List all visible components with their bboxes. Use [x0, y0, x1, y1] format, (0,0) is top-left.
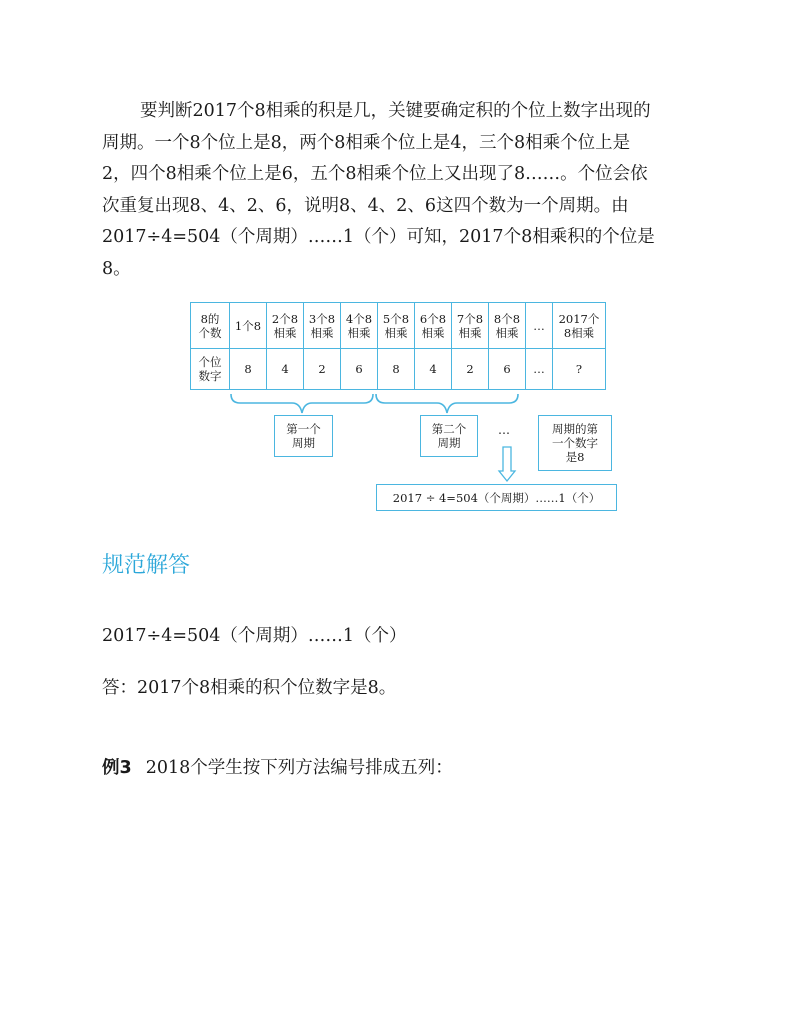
- table-cell: 4个8 相乘: [341, 303, 378, 349]
- explanation-line: 周期。一个8个位上是8，两个8相乘个位上是4，三个8相乘个位上是: [102, 132, 631, 153]
- explanation-line: 8。: [102, 258, 131, 279]
- section-heading: 规范解答: [102, 553, 191, 578]
- table-cell: 2: [452, 349, 489, 390]
- table-cell: 8: [230, 349, 267, 390]
- table-cell: 8个8 相乘: [489, 303, 526, 349]
- period-note-box: 周期的第 一个数字 是8: [538, 415, 612, 471]
- answer-calculation: 2017÷4=504（个周期）……1（个）: [102, 626, 407, 646]
- explanation-line: 要判断2017个8相乘的积是几，关键要确定积的个位上数字出现的: [140, 101, 651, 121]
- table-cell: 2个8 相乘: [267, 303, 304, 349]
- table-cell: 5个8 相乘: [378, 303, 415, 349]
- table-cell: 4: [267, 349, 304, 390]
- table-cell: 6: [341, 349, 378, 390]
- table-header-cell: 个位 数字: [191, 349, 230, 390]
- second-period-label: 第二个 周期: [420, 415, 478, 457]
- brace-second-period: [376, 394, 518, 413]
- example-label: 例3: [102, 758, 132, 778]
- example-text: 2018个学生按下列方法编号排成五列：: [145, 758, 453, 778]
- table-cell: 3个8 相乘: [304, 303, 341, 349]
- explanation-line: 2017÷4=504（个周期）……1（个）可知，2017个8相乘积的个位是: [102, 227, 655, 247]
- down-arrow: [499, 447, 515, 481]
- table-cell: 1个8: [230, 303, 267, 349]
- table-cell: …: [526, 303, 553, 349]
- explanation-line: 次重复出现8、4、2、6，说明8、4、2、6这四个数为一个周期。由: [102, 195, 629, 216]
- brace-first-period: [231, 394, 373, 413]
- table-cell: …: [526, 349, 553, 390]
- example-line: [102, 754, 453, 779]
- table-cell: 2017个 8相乘: [553, 303, 606, 349]
- table-cell: 6: [489, 349, 526, 390]
- table-cell: 8: [378, 349, 415, 390]
- table-header-cell: 8的 个数: [191, 303, 230, 349]
- formula-box: 2017 ÷ 4=504（个周期）……1（个）: [376, 484, 617, 511]
- table-cell: 7个8 相乘: [452, 303, 489, 349]
- table-cell: 6个8 相乘: [415, 303, 452, 349]
- table-cell: ?: [553, 349, 606, 390]
- answer-conclusion: 答：2017个8相乘的积个位数字是8。: [102, 678, 397, 698]
- table-cell: 2: [304, 349, 341, 390]
- ellipsis: …: [498, 423, 510, 437]
- explanation-line: 2，四个8相乘个位上是6，五个8相乘个位上又出现了8……。个位会依: [102, 164, 648, 184]
- first-period-label: 第一个 周期: [274, 415, 333, 457]
- table-cell: 4: [415, 349, 452, 390]
